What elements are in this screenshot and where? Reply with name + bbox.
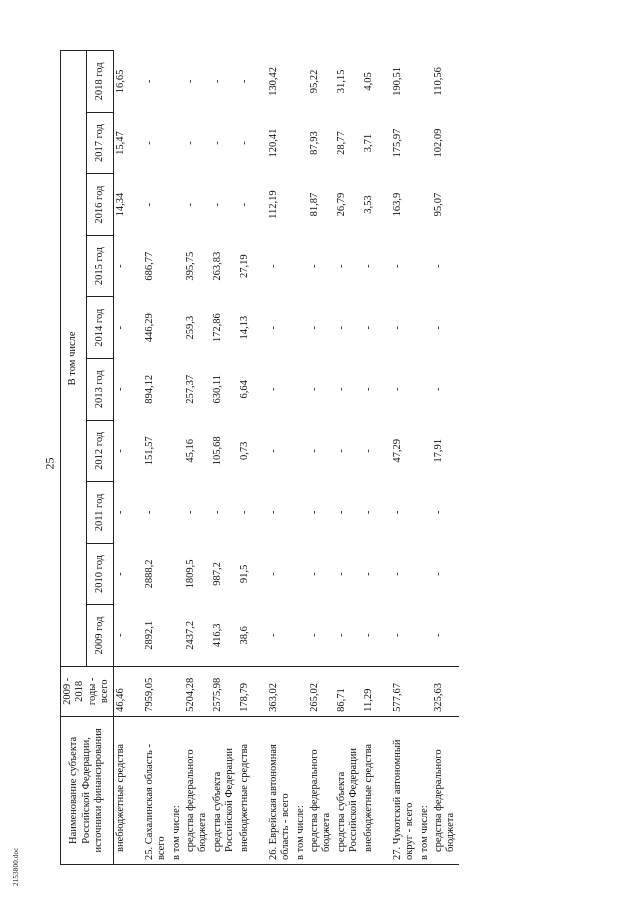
page-number: 25 [42, 457, 57, 470]
table-row [252, 51, 294, 865]
row-value: 130,42 [267, 66, 279, 96]
header-year: 2012 год [87, 420, 113, 482]
row-value: - [309, 449, 320, 453]
row-value: 2892,1 [143, 620, 155, 650]
row-value: - [267, 449, 279, 453]
row-value: 894,12 [143, 374, 155, 404]
row-value: 0,73 [238, 441, 250, 461]
row-value: 102,09 [433, 128, 444, 158]
row-value [170, 543, 184, 605]
row-total: 86,71 [335, 666, 362, 716]
row-value: - [309, 264, 320, 268]
row-value: 110,56 [433, 67, 444, 96]
header-year: 2017 год [87, 112, 113, 174]
row-value: - [211, 141, 223, 145]
row-value: - [433, 387, 444, 392]
row-value: - [238, 510, 250, 515]
header-year: 2016 год [87, 174, 113, 236]
row-value [170, 51, 184, 113]
table-row [335, 51, 362, 865]
header-total: 2009 - 2018 годы - всего [61, 666, 114, 716]
table-row [294, 51, 308, 865]
table-row [432, 51, 459, 865]
row-value: - [114, 387, 126, 392]
row-value [294, 605, 308, 667]
row-value [170, 297, 184, 359]
header-name: Наименование субъекта Российской Федерации, источники финансирования [61, 716, 114, 864]
row-value [170, 112, 184, 174]
row-total: 46,46 [113, 666, 128, 716]
row-value: 91,5 [238, 564, 250, 584]
row-value [418, 420, 432, 482]
row-value: - [238, 141, 250, 145]
row-value: - [335, 510, 347, 515]
row-value: - [211, 202, 223, 207]
row-value: 175,97 [391, 128, 403, 158]
row-value: 6,64 [238, 380, 250, 399]
row-total: 2575,98 [211, 666, 238, 716]
row-value [170, 235, 184, 297]
row-total [170, 666, 184, 716]
header-year: 2018 год [87, 51, 113, 113]
row-value: - [143, 141, 155, 145]
row-name: средства федерального бюджета [184, 716, 211, 864]
row-value: - [238, 79, 250, 84]
header-year: 2015 год [87, 235, 113, 297]
row-value [294, 235, 308, 297]
row-value: 257,37 [185, 374, 196, 404]
row-value: - [433, 572, 444, 576]
row-value: - [433, 510, 444, 515]
row-name: внебюджетные средства [113, 716, 128, 864]
row-value: - [185, 79, 196, 84]
row-value: - [185, 202, 196, 207]
row-name: 27. Чукотский автономный округ - всего [376, 716, 418, 864]
row-value: - [267, 325, 279, 330]
row-value: 87,93 [309, 131, 320, 155]
row-value [294, 358, 308, 420]
row-value: - [143, 202, 155, 207]
row-total: 5204,28 [184, 666, 211, 716]
row-value: 190,51 [391, 66, 403, 96]
row-value [294, 420, 308, 482]
table-row [418, 51, 432, 865]
row-value: - [391, 572, 403, 576]
row-total [418, 666, 432, 716]
row-value [418, 297, 432, 359]
table-row [238, 51, 252, 865]
row-value [170, 358, 184, 420]
row-name: средства субъекта Российской Федерации [211, 716, 238, 864]
row-value: - [114, 510, 126, 515]
row-value: - [114, 572, 126, 576]
row-value: - [309, 572, 320, 576]
row-name: внебюджетные средства [238, 716, 252, 864]
row-value [170, 605, 184, 667]
row-value: 112,19 [267, 190, 279, 219]
row-value: 81,87 [309, 192, 320, 217]
row-value: - [335, 572, 347, 576]
row-value: 26,79 [335, 192, 347, 217]
row-value: - [114, 325, 126, 330]
header-year: 2013 год [87, 358, 113, 420]
row-value: 17,91 [433, 439, 444, 463]
row-value: 151,57 [143, 436, 155, 466]
row-value: - [309, 387, 320, 392]
row-value: 259,3 [185, 315, 196, 340]
row-value: 395,75 [185, 251, 196, 281]
row-value: - [362, 510, 374, 515]
row-value [294, 174, 308, 236]
row-value: - [433, 264, 444, 268]
row-value [418, 51, 432, 113]
row-value: - [114, 264, 126, 268]
row-value: - [238, 202, 250, 207]
row-total: 7959,05 [128, 666, 170, 716]
row-total [294, 666, 308, 716]
row-value [170, 420, 184, 482]
row-value: 263,83 [211, 251, 223, 281]
row-total: 11,29 [362, 666, 376, 716]
row-total: 577,67 [376, 666, 418, 716]
row-total: 178,79 [238, 666, 252, 716]
row-value [418, 358, 432, 420]
row-value: - [267, 633, 279, 638]
row-value: - [391, 264, 403, 268]
financing-table [60, 50, 459, 865]
row-value: - [391, 387, 403, 392]
row-value: 105,68 [211, 436, 223, 466]
row-total: 363,02 [252, 666, 294, 716]
row-value: - [362, 325, 374, 330]
row-value: 31,15 [335, 69, 347, 94]
row-value: 1809,5 [185, 559, 196, 589]
row-value: 3,53 [362, 195, 374, 214]
table-row [113, 51, 128, 865]
row-name: в том числе: [418, 716, 432, 864]
row-value: 630,11 [211, 375, 223, 404]
table-row [308, 51, 335, 865]
row-total: 265,02 [308, 666, 335, 716]
row-value: - [114, 449, 126, 453]
row-name: в том числе: [294, 716, 308, 864]
row-value [294, 112, 308, 174]
row-value: 163,9 [391, 192, 403, 217]
table-row [376, 51, 418, 865]
row-value: 15,47 [114, 131, 126, 155]
row-value [418, 112, 432, 174]
row-name: в том числе: [170, 716, 184, 864]
row-value: - [114, 633, 126, 638]
row-value: - [362, 633, 374, 638]
document-code: 2153800.doc [12, 847, 20, 886]
row-value: - [309, 510, 320, 515]
row-value [418, 174, 432, 236]
row-value [418, 235, 432, 297]
row-value: - [362, 264, 374, 268]
row-value: 172,86 [211, 313, 223, 343]
row-value [294, 543, 308, 605]
row-name: средства федерального бюджета [308, 716, 335, 864]
row-value: - [143, 510, 155, 515]
row-value: - [391, 325, 403, 330]
row-value: - [335, 449, 347, 453]
row-value: 416,3 [211, 623, 223, 648]
row-value: 4,05 [362, 72, 374, 91]
row-value: - [309, 325, 320, 330]
row-value: 38,6 [238, 626, 250, 645]
table-row [170, 51, 184, 865]
row-value: - [335, 325, 347, 330]
table-row [128, 51, 170, 865]
row-value: 45,16 [185, 439, 196, 463]
header-year: 2010 год [87, 543, 113, 605]
row-value [170, 174, 184, 236]
row-value: 47,29 [391, 439, 403, 463]
row-value: - [362, 449, 374, 453]
header-group: В том числе [61, 51, 87, 667]
row-value: - [267, 387, 279, 392]
row-value [294, 51, 308, 113]
table-row [362, 51, 376, 865]
row-value: 2437,2 [185, 620, 196, 650]
row-value [294, 482, 308, 544]
row-name: 26. Еврейская автономная область - всего [252, 716, 294, 864]
row-value: 446,29 [143, 313, 155, 343]
row-value: 95,22 [309, 69, 320, 94]
row-name: средства федерального бюджета [432, 716, 459, 864]
row-value: 14,13 [238, 315, 250, 340]
row-value: 14,34 [114, 192, 126, 217]
row-value: 2888,2 [143, 559, 155, 589]
row-value: - [267, 572, 279, 576]
row-value: - [335, 387, 347, 392]
header-year: 2011 год [87, 482, 113, 544]
row-value [418, 543, 432, 605]
row-value: - [185, 510, 196, 515]
row-value: - [391, 633, 403, 638]
row-value: - [362, 572, 374, 576]
row-value: 27,19 [238, 254, 250, 278]
row-value: - [433, 633, 444, 638]
row-value: - [433, 325, 444, 330]
rotated-table-container [60, 50, 615, 865]
row-value: 28,77 [335, 131, 347, 155]
row-value: - [267, 264, 279, 268]
row-value: - [143, 79, 155, 84]
row-value: - [335, 264, 347, 268]
row-value: - [309, 633, 320, 638]
row-name: 25. Сахалинская область - всего [128, 716, 170, 864]
row-value: 987,2 [211, 562, 223, 586]
row-value: - [211, 510, 223, 515]
table-row [184, 51, 211, 865]
row-value: 120,41 [267, 128, 279, 158]
row-value: - [362, 387, 374, 392]
row-value: - [211, 79, 223, 84]
row-value [294, 297, 308, 359]
table-row [211, 51, 238, 865]
row-value: 3,71 [362, 133, 374, 153]
row-value: 686,77 [143, 251, 155, 281]
row-name: средства субъекта Российской Федерации [335, 716, 362, 864]
row-total: 325,63 [432, 666, 459, 716]
row-value: - [267, 510, 279, 515]
row-value [170, 482, 184, 544]
row-value: - [391, 510, 403, 515]
row-name: внебюджетные средства [362, 716, 376, 864]
header-year: 2014 год [87, 297, 113, 359]
row-value [418, 482, 432, 544]
row-value: - [185, 141, 196, 145]
row-value [418, 605, 432, 667]
row-value: 16,65 [114, 69, 126, 94]
row-value: - [335, 633, 347, 638]
row-value: 95,07 [433, 192, 444, 217]
header-year: 2009 год [87, 605, 113, 667]
